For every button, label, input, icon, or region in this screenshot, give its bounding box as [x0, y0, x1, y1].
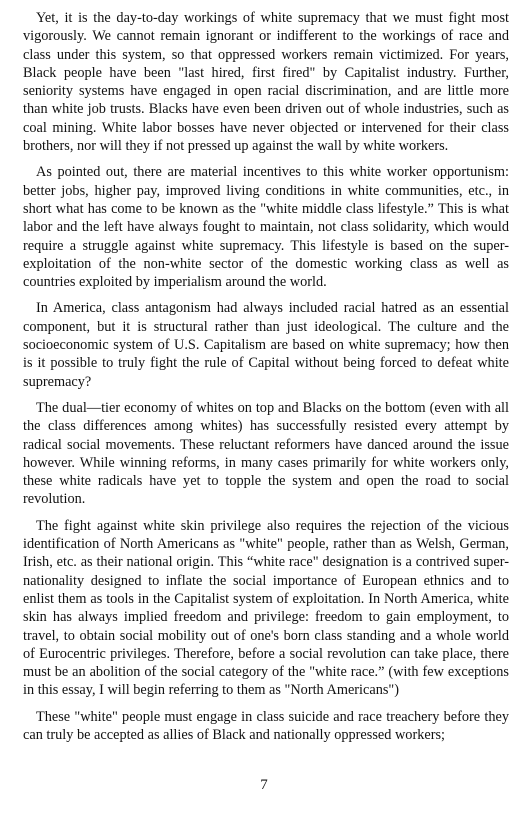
- paragraph-4: The dual—tier economy of whites on top and Blacks on the bottom (even with all the class differences among whites) has successfully resisted every attempt by radical social movements. These reluctant reformers have danced around the issue however. While winning reforms, in many cases primarily for white workers only, these white radicals have yet to topple the system and open the road to social revolution.: [23, 399, 509, 508]
- paragraph-5: The fight against white skin privilege also requires the rejection of the vicious identification of North Americans as "white" people, rather than as Welsh, German, Irish, etc. as their national origin. This “white race" designation is a contrived super-nationality designed to inflate the social importance of European ethnics and to enlist them as tools in the Capitalist system of exploitation. In North America, white skin has always implied freedom and privilege: freedom to gain employment, to travel, to obtain social mobility out of one's born class standing and a whole world of Eurocentric privileges. Therefore, before a social revolution can take place, there must be an abolition of the social category of the "white race.” (with few exceptions in this essay, I will begin referring to them as "North Americans"): [23, 517, 509, 699]
- paragraph-6: These "white" people must engage in class suicide and race treachery before they can truly be accepted as allies of Black and nationally oppressed workers;: [23, 708, 509, 743]
- page-body: [23, 9, 509, 752]
- paragraph-2: As pointed out, there are material incentives to this white worker opportunism: better jobs, higher pay, improved living conditions in white communities, etc., in short what has come to be known as the "white middle class lifestyle.” This is what labor and the left have always fought to maintain, not class solidarity, which would require a struggle against white supremacy. This lifestyle is based on the super-exploitation of the non-white sector of the domestic working class as well as countries exploited by imperialism around the world.: [23, 164, 509, 291]
- paragraph-1: Yet, it is the day-to-day workings of white supremacy that we must fight most vigorously. We cannot remain ignorant or indifferent to the workings of race and class under this system, so that oppressed workers remain victimized. For years, Black people have been "last hired, first fired" by Capitalist industry. Further, seniority systems have engaged in open racial discrimination, and are little more than white job trusts. Blacks have even been driven out of whole industries, such as coal mining. White labor bosses have never objected or intervened for their class brothers, nor will they if not pressed up against the wall by white workers.: [23, 10, 509, 155]
- page-number: 7: [260, 777, 268, 793]
- paragraph-3: In America, class antagonism had always included racial hatred as an essential component, but it is structural rather than just ideological. The culture and the socioeconomic system of U.S. Capitalism are based on white supremacy; how then is it possible to truly fight the rule of Capital without being forced to defeat white supremacy?: [23, 300, 509, 390]
